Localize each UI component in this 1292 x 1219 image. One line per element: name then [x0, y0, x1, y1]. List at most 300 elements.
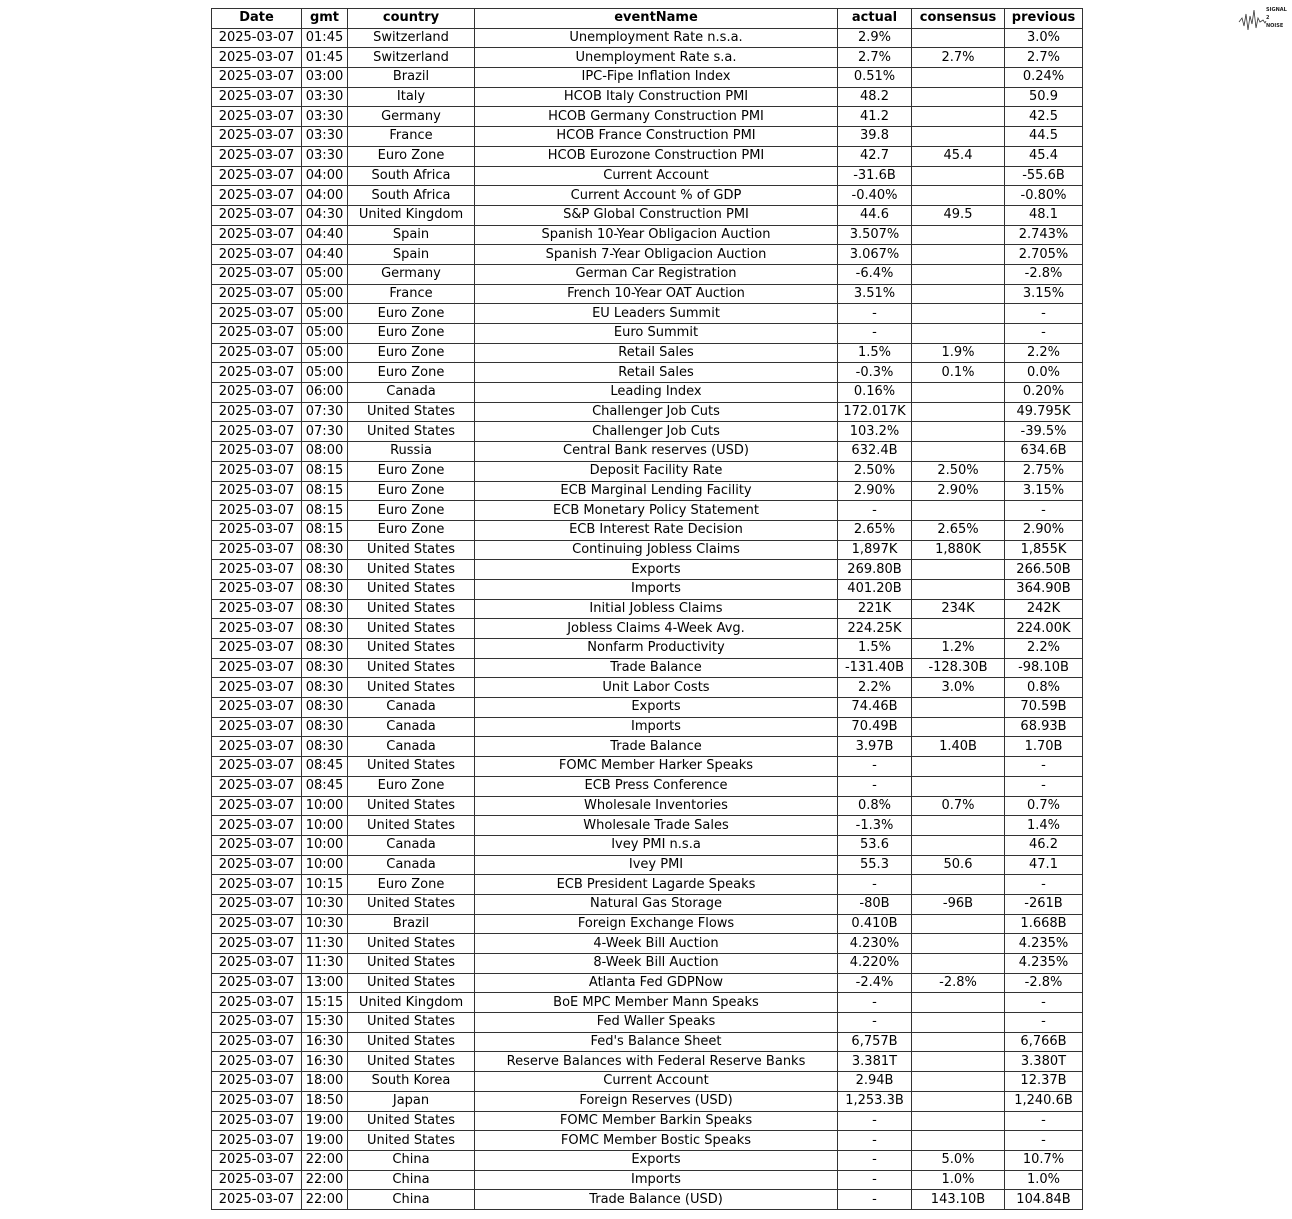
cell-previous: 364.90B — [1005, 579, 1083, 599]
cell-event-name: FOMC Member Harker Speaks — [475, 757, 838, 777]
cell-consensus: 49.5 — [912, 205, 1005, 225]
cell-date: 2025-03-07 — [212, 973, 302, 993]
cell-consensus — [912, 934, 1005, 954]
cell-previous: 2.7% — [1005, 48, 1083, 68]
cell-event-name: 8-Week Bill Auction — [475, 954, 838, 974]
table-row — [212, 678, 1083, 698]
cell-actual: 2.65% — [838, 520, 912, 540]
column-header-actual: actual — [838, 9, 912, 29]
cell-country: United States — [348, 402, 475, 422]
cell-gmt: 22:00 — [302, 1150, 348, 1170]
cell-event-name: Imports — [475, 717, 838, 737]
cell-actual: - — [838, 1150, 912, 1170]
cell-previous: 2.2% — [1005, 343, 1083, 363]
cell-date: 2025-03-07 — [212, 776, 302, 796]
cell-previous: 3.15% — [1005, 481, 1083, 501]
cell-actual: - — [838, 324, 912, 344]
cell-country: Euro Zone — [348, 304, 475, 324]
cell-country: United States — [348, 678, 475, 698]
cell-actual: 2.50% — [838, 461, 912, 481]
cell-gmt: 03:00 — [302, 68, 348, 88]
table-row — [212, 1052, 1083, 1072]
cell-country: United States — [348, 619, 475, 639]
cell-gmt: 03:30 — [302, 127, 348, 147]
cell-gmt: 08:30 — [302, 579, 348, 599]
cell-previous: 1.70B — [1005, 737, 1083, 757]
table-row — [212, 1111, 1083, 1131]
cell-country: United States — [348, 639, 475, 659]
cell-gmt: 08:15 — [302, 501, 348, 521]
cell-previous: 2.743% — [1005, 225, 1083, 245]
table-row — [212, 48, 1083, 68]
cell-event-name: Current Account — [475, 166, 838, 186]
cell-gmt: 15:30 — [302, 1013, 348, 1033]
cell-date: 2025-03-07 — [212, 619, 302, 639]
table-row — [212, 146, 1083, 166]
cell-event-name: Exports — [475, 560, 838, 580]
cell-consensus — [912, 304, 1005, 324]
cell-date: 2025-03-07 — [212, 461, 302, 481]
cell-previous: -98.10B — [1005, 658, 1083, 678]
cell-consensus — [912, 442, 1005, 462]
cell-consensus: 2.7% — [912, 48, 1005, 68]
column-header-gmt: gmt — [302, 9, 348, 29]
cell-event-name: S&P Global Construction PMI — [475, 205, 838, 225]
cell-gmt: 07:30 — [302, 422, 348, 442]
cell-actual: 224.25K — [838, 619, 912, 639]
cell-country: Canada — [348, 717, 475, 737]
cell-event-name: Euro Summit — [475, 324, 838, 344]
cell-consensus: 143.10B — [912, 1190, 1005, 1210]
cell-event-name: Fed's Balance Sheet — [475, 1032, 838, 1052]
cell-previous: - — [1005, 324, 1083, 344]
cell-event-name: ECB Marginal Lending Facility — [475, 481, 838, 501]
cell-gmt: 22:00 — [302, 1170, 348, 1190]
cell-consensus: 1.9% — [912, 343, 1005, 363]
cell-gmt: 05:00 — [302, 363, 348, 383]
cell-actual: 2.7% — [838, 48, 912, 68]
table-row — [212, 363, 1083, 383]
cell-date: 2025-03-07 — [212, 127, 302, 147]
cell-gmt: 04:40 — [302, 245, 348, 265]
cell-consensus — [912, 835, 1005, 855]
cell-actual: 172.017K — [838, 402, 912, 422]
cell-date: 2025-03-07 — [212, 501, 302, 521]
cell-date: 2025-03-07 — [212, 1150, 302, 1170]
cell-country: Spain — [348, 245, 475, 265]
cell-date: 2025-03-07 — [212, 383, 302, 403]
cell-consensus: -96B — [912, 894, 1005, 914]
cell-date: 2025-03-07 — [212, 993, 302, 1013]
cell-country: Spain — [348, 225, 475, 245]
cell-consensus: 1.40B — [912, 737, 1005, 757]
cell-date: 2025-03-07 — [212, 1190, 302, 1210]
cell-consensus: 1.0% — [912, 1170, 1005, 1190]
cell-actual: 6,757B — [838, 1032, 912, 1052]
table-row — [212, 599, 1083, 619]
table-row — [212, 639, 1083, 659]
cell-consensus — [912, 284, 1005, 304]
cell-actual: 2.94B — [838, 1072, 912, 1092]
cell-gmt: 08:00 — [302, 442, 348, 462]
cell-gmt: 18:00 — [302, 1072, 348, 1092]
cell-date: 2025-03-07 — [212, 1111, 302, 1131]
table-row — [212, 855, 1083, 875]
cell-actual: 0.8% — [838, 796, 912, 816]
cell-country: United States — [348, 1111, 475, 1131]
table-row — [212, 875, 1083, 895]
cell-consensus: 0.1% — [912, 363, 1005, 383]
cell-previous: -39.5% — [1005, 422, 1083, 442]
cell-actual: 70.49B — [838, 717, 912, 737]
cell-actual: 0.16% — [838, 383, 912, 403]
cell-previous: -0.80% — [1005, 186, 1083, 206]
cell-consensus: 2.65% — [912, 520, 1005, 540]
cell-date: 2025-03-07 — [212, 87, 302, 107]
cell-consensus — [912, 619, 1005, 639]
cell-actual: - — [838, 1111, 912, 1131]
cell-gmt: 08:15 — [302, 520, 348, 540]
cell-gmt: 05:00 — [302, 343, 348, 363]
table-row — [212, 1072, 1083, 1092]
cell-consensus — [912, 776, 1005, 796]
cell-actual: -6.4% — [838, 264, 912, 284]
cell-country: Euro Zone — [348, 776, 475, 796]
cell-previous: -261B — [1005, 894, 1083, 914]
cell-gmt: 01:45 — [302, 28, 348, 48]
cell-date: 2025-03-07 — [212, 107, 302, 127]
cell-consensus: 45.4 — [912, 146, 1005, 166]
cell-actual: - — [838, 757, 912, 777]
cell-consensus — [912, 127, 1005, 147]
cell-event-name: HCOB Italy Construction PMI — [475, 87, 838, 107]
cell-gmt: 01:45 — [302, 48, 348, 68]
cell-date: 2025-03-07 — [212, 875, 302, 895]
cell-event-name: Imports — [475, 1170, 838, 1190]
waveform-logo-icon — [1238, 4, 1288, 34]
signal-to-noise-logo — [1238, 4, 1288, 34]
column-header-previous: previous — [1005, 9, 1083, 29]
cell-consensus — [912, 225, 1005, 245]
cell-event-name: HCOB France Construction PMI — [475, 127, 838, 147]
cell-gmt: 05:00 — [302, 264, 348, 284]
cell-gmt: 08:30 — [302, 698, 348, 718]
cell-actual: 55.3 — [838, 855, 912, 875]
cell-country: Germany — [348, 264, 475, 284]
cell-previous: 2.705% — [1005, 245, 1083, 265]
cell-consensus — [912, 954, 1005, 974]
cell-previous: 1.0% — [1005, 1170, 1083, 1190]
cell-consensus: 50.6 — [912, 855, 1005, 875]
cell-previous: - — [1005, 757, 1083, 777]
cell-previous: 4.235% — [1005, 934, 1083, 954]
cell-date: 2025-03-07 — [212, 1013, 302, 1033]
cell-actual: 3.51% — [838, 284, 912, 304]
cell-consensus — [912, 1013, 1005, 1033]
cell-country: Euro Zone — [348, 363, 475, 383]
column-header-event-name: eventName — [475, 9, 838, 29]
cell-gmt: 15:15 — [302, 993, 348, 1013]
table-row — [212, 245, 1083, 265]
cell-country: United States — [348, 422, 475, 442]
cell-previous: 45.4 — [1005, 146, 1083, 166]
cell-consensus — [912, 87, 1005, 107]
cell-previous: 3.380T — [1005, 1052, 1083, 1072]
cell-consensus — [912, 107, 1005, 127]
cell-country: Canada — [348, 855, 475, 875]
table-row — [212, 757, 1083, 777]
cell-previous: 48.1 — [1005, 205, 1083, 225]
cell-date: 2025-03-07 — [212, 816, 302, 836]
column-header-date: Date — [212, 9, 302, 29]
cell-date: 2025-03-07 — [212, 68, 302, 88]
cell-actual: 269.80B — [838, 560, 912, 580]
cell-consensus: 3.0% — [912, 678, 1005, 698]
header-row — [212, 9, 1083, 29]
cell-country: United States — [348, 757, 475, 777]
cell-actual: 44.6 — [838, 205, 912, 225]
cell-gmt: 10:00 — [302, 855, 348, 875]
cell-date: 2025-03-07 — [212, 757, 302, 777]
cell-previous: - — [1005, 304, 1083, 324]
table-row — [212, 560, 1083, 580]
cell-consensus — [912, 816, 1005, 836]
cell-previous: - — [1005, 1013, 1083, 1033]
cell-consensus: 1,880K — [912, 540, 1005, 560]
cell-event-name: Exports — [475, 1150, 838, 1170]
table-row — [212, 402, 1083, 422]
cell-event-name: Spanish 7-Year Obligacion Auction — [475, 245, 838, 265]
table-row — [212, 954, 1083, 974]
cell-country: United States — [348, 954, 475, 974]
cell-actual: 39.8 — [838, 127, 912, 147]
cell-actual: 42.7 — [838, 146, 912, 166]
cell-previous: - — [1005, 776, 1083, 796]
cell-previous: 1,855K — [1005, 540, 1083, 560]
table-row — [212, 1032, 1083, 1052]
table-row — [212, 166, 1083, 186]
cell-consensus — [912, 383, 1005, 403]
cell-gmt: 08:30 — [302, 560, 348, 580]
cell-previous: 70.59B — [1005, 698, 1083, 718]
table-row — [212, 28, 1083, 48]
cell-actual: -1.3% — [838, 816, 912, 836]
table-row — [212, 68, 1083, 88]
cell-actual: 1.5% — [838, 343, 912, 363]
cell-date: 2025-03-07 — [212, 264, 302, 284]
cell-consensus: 2.90% — [912, 481, 1005, 501]
cell-previous: 0.20% — [1005, 383, 1083, 403]
cell-gmt: 08:30 — [302, 619, 348, 639]
cell-date: 2025-03-07 — [212, 520, 302, 540]
cell-country: China — [348, 1190, 475, 1210]
cell-country: Brazil — [348, 68, 475, 88]
cell-previous: 242K — [1005, 599, 1083, 619]
cell-gmt: 10:15 — [302, 875, 348, 895]
cell-gmt: 10:00 — [302, 796, 348, 816]
cell-event-name: Nonfarm Productivity — [475, 639, 838, 659]
cell-country: United States — [348, 796, 475, 816]
cell-previous: 104.84B — [1005, 1190, 1083, 1210]
cell-actual: 4.220% — [838, 954, 912, 974]
cell-date: 2025-03-07 — [212, 796, 302, 816]
cell-date: 2025-03-07 — [212, 363, 302, 383]
cell-date: 2025-03-07 — [212, 48, 302, 68]
cell-date: 2025-03-07 — [212, 442, 302, 462]
cell-consensus — [912, 717, 1005, 737]
cell-actual: 2.9% — [838, 28, 912, 48]
cell-actual: 0.410B — [838, 914, 912, 934]
cell-actual: -131.40B — [838, 658, 912, 678]
cell-consensus — [912, 560, 1005, 580]
cell-consensus — [912, 1032, 1005, 1052]
table-row — [212, 894, 1083, 914]
cell-date: 2025-03-07 — [212, 914, 302, 934]
cell-previous: -55.6B — [1005, 166, 1083, 186]
cell-country: Germany — [348, 107, 475, 127]
cell-actual: -0.3% — [838, 363, 912, 383]
cell-country: United States — [348, 579, 475, 599]
cell-consensus — [912, 324, 1005, 344]
cell-gmt: 05:00 — [302, 304, 348, 324]
cell-actual: - — [838, 1190, 912, 1210]
cell-country: United States — [348, 894, 475, 914]
cell-country: Euro Zone — [348, 875, 475, 895]
cell-date: 2025-03-07 — [212, 284, 302, 304]
cell-previous: 2.75% — [1005, 461, 1083, 481]
cell-gmt: 10:00 — [302, 816, 348, 836]
cell-country: Switzerland — [348, 28, 475, 48]
table-row — [212, 737, 1083, 757]
cell-previous: -2.8% — [1005, 973, 1083, 993]
cell-consensus — [912, 422, 1005, 442]
cell-gmt: 22:00 — [302, 1190, 348, 1210]
cell-date: 2025-03-07 — [212, 1072, 302, 1092]
cell-event-name: ECB Monetary Policy Statement — [475, 501, 838, 521]
cell-actual: 74.46B — [838, 698, 912, 718]
cell-country: South Africa — [348, 186, 475, 206]
cell-consensus — [912, 1072, 1005, 1092]
cell-previous: 0.0% — [1005, 363, 1083, 383]
cell-gmt: 10:30 — [302, 894, 348, 914]
cell-country: Canada — [348, 737, 475, 757]
cell-gmt: 03:30 — [302, 87, 348, 107]
cell-consensus: -128.30B — [912, 658, 1005, 678]
cell-date: 2025-03-07 — [212, 737, 302, 757]
cell-consensus: 234K — [912, 599, 1005, 619]
cell-consensus — [912, 501, 1005, 521]
cell-country: Canada — [348, 383, 475, 403]
cell-previous: 224.00K — [1005, 619, 1083, 639]
cell-date: 2025-03-07 — [212, 1032, 302, 1052]
cell-date: 2025-03-07 — [212, 186, 302, 206]
cell-previous: -2.8% — [1005, 264, 1083, 284]
cell-event-name: Natural Gas Storage — [475, 894, 838, 914]
table-row — [212, 87, 1083, 107]
table-row — [212, 343, 1083, 363]
cell-gmt: 11:30 — [302, 954, 348, 974]
cell-country: Canada — [348, 835, 475, 855]
cell-consensus — [912, 1052, 1005, 1072]
cell-date: 2025-03-07 — [212, 678, 302, 698]
cell-actual: -31.6B — [838, 166, 912, 186]
cell-date: 2025-03-07 — [212, 954, 302, 974]
cell-gmt: 03:30 — [302, 107, 348, 127]
cell-consensus: 5.0% — [912, 1150, 1005, 1170]
cell-actual: - — [838, 776, 912, 796]
cell-country: United Kingdom — [348, 205, 475, 225]
cell-actual: 1.5% — [838, 639, 912, 659]
cell-actual: 3.381T — [838, 1052, 912, 1072]
cell-previous: 2.2% — [1005, 639, 1083, 659]
cell-event-name: Trade Balance — [475, 658, 838, 678]
cell-country: United States — [348, 599, 475, 619]
cell-consensus — [912, 698, 1005, 718]
cell-previous: 3.15% — [1005, 284, 1083, 304]
table-row — [212, 383, 1083, 403]
cell-previous: - — [1005, 1111, 1083, 1131]
cell-event-name: Spanish 10-Year Obligacion Auction — [475, 225, 838, 245]
cell-gmt: 08:15 — [302, 461, 348, 481]
cell-date: 2025-03-07 — [212, 245, 302, 265]
cell-previous: 634.6B — [1005, 442, 1083, 462]
cell-actual: 3.97B — [838, 737, 912, 757]
cell-actual: 0.51% — [838, 68, 912, 88]
cell-date: 2025-03-07 — [212, 166, 302, 186]
cell-event-name: Wholesale Inventories — [475, 796, 838, 816]
cell-country: United States — [348, 934, 475, 954]
cell-previous: 46.2 — [1005, 835, 1083, 855]
cell-actual: -2.4% — [838, 973, 912, 993]
table-row — [212, 264, 1083, 284]
cell-event-name: Initial Jobless Claims — [475, 599, 838, 619]
cell-gmt: 08:30 — [302, 678, 348, 698]
cell-actual: -80B — [838, 894, 912, 914]
cell-event-name: FOMC Member Bostic Speaks — [475, 1131, 838, 1151]
cell-previous: 47.1 — [1005, 855, 1083, 875]
cell-gmt: 08:30 — [302, 658, 348, 678]
cell-date: 2025-03-07 — [212, 698, 302, 718]
table-row — [212, 225, 1083, 245]
cell-country: Italy — [348, 87, 475, 107]
cell-event-name: Jobless Claims 4-Week Avg. — [475, 619, 838, 639]
cell-date: 2025-03-07 — [212, 1091, 302, 1111]
table-row — [212, 520, 1083, 540]
cell-previous: 0.8% — [1005, 678, 1083, 698]
cell-event-name: Continuing Jobless Claims — [475, 540, 838, 560]
cell-consensus: 1.2% — [912, 639, 1005, 659]
table-row — [212, 717, 1083, 737]
cell-gmt: 08:30 — [302, 599, 348, 619]
cell-event-name: Trade Balance — [475, 737, 838, 757]
cell-gmt: 16:30 — [302, 1052, 348, 1072]
cell-country: United States — [348, 540, 475, 560]
cell-country: South Korea — [348, 1072, 475, 1092]
table-row — [212, 442, 1083, 462]
cell-gmt: 11:30 — [302, 934, 348, 954]
cell-previous: 50.9 — [1005, 87, 1083, 107]
cell-event-name: Leading Index — [475, 383, 838, 403]
cell-event-name: Unit Labor Costs — [475, 678, 838, 698]
cell-event-name: HCOB Germany Construction PMI — [475, 107, 838, 127]
cell-gmt: 18:50 — [302, 1091, 348, 1111]
cell-country: Euro Zone — [348, 343, 475, 363]
cell-previous: 10.7% — [1005, 1150, 1083, 1170]
table-row — [212, 422, 1083, 442]
cell-gmt: 19:00 — [302, 1111, 348, 1131]
cell-actual: 2.2% — [838, 678, 912, 698]
cell-event-name: Unemployment Rate s.a. — [475, 48, 838, 68]
